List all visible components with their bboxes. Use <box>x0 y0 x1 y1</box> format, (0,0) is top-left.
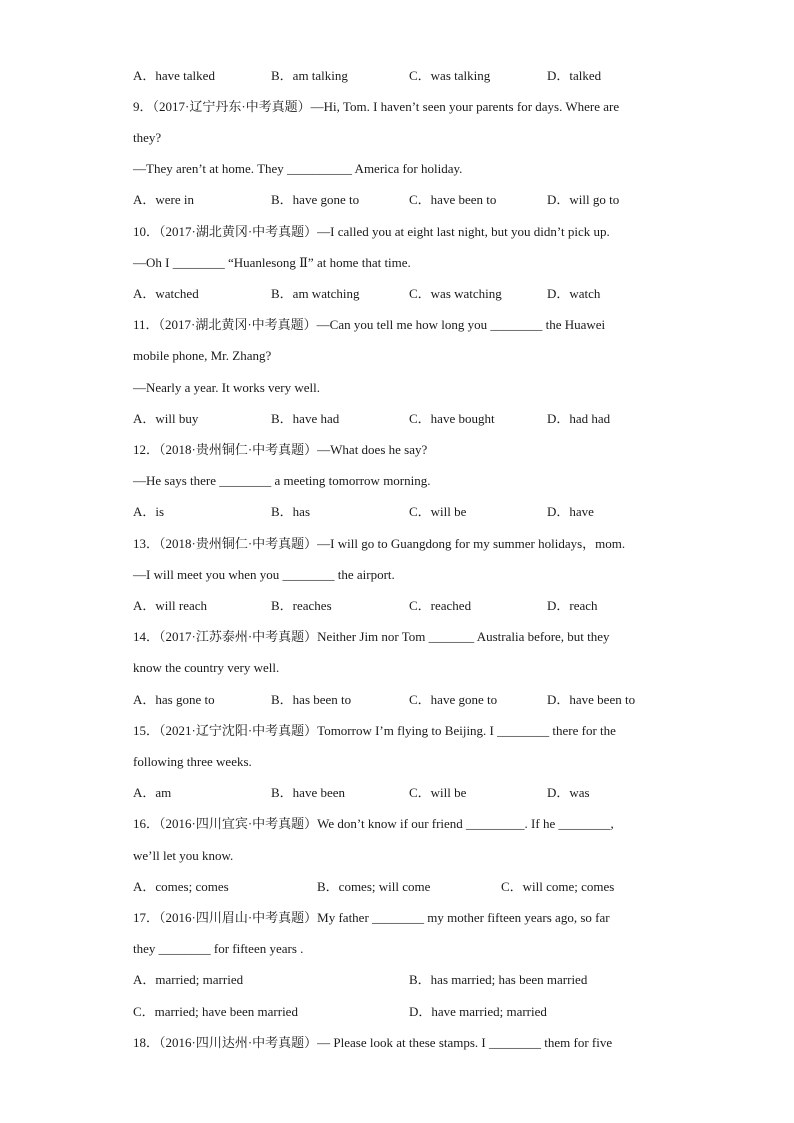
q16-option-a: A．comes; comes <box>133 879 229 894</box>
q12-option-b: B．has <box>271 504 311 519</box>
q10-option-b: B．am watching <box>271 286 360 301</box>
q15-option-c: C．will be <box>409 785 467 800</box>
q13-stem-line1: 13．（2018·贵州铜仁·中考真题）—I will go to Guangdong for my summer holidays，mom. <box>133 536 626 551</box>
q14-option-b: B．has been to <box>271 692 352 707</box>
q12-option-a: A．is <box>133 504 165 519</box>
q8-option-d: D．talked <box>547 68 602 83</box>
q11-stem-line3: —Nearly a year. It works very well. <box>133 380 320 395</box>
q13-option-b: B．reaches <box>271 598 332 613</box>
q8-option-c: C．was talking <box>409 68 491 83</box>
q13-option-c: C．reached <box>409 598 472 613</box>
q15-option-a: A．am <box>133 785 172 800</box>
q15-stem-line1: 15．（2021·辽宁沈阳·中考真题）Tomorrow I’m flying to Beijing. I ________ there for the <box>133 723 616 738</box>
q18-stem-line1: 18．（2016·四川达州·中考真题）— Please look at these stamps. I ________ them for five <box>133 1035 613 1050</box>
q9-stem-line1: 9．（2017·辽宁丹东·中考真题）—Hi, Tom. I haven’t seen your parents for days. Where are <box>133 99 620 114</box>
q10-stem-line2: —Oh I ________ “Huanlesong Ⅱ” at home that time. <box>133 255 411 270</box>
q11-option-b: B．have had <box>271 411 340 426</box>
q11-stem-line2: mobile phone, Mr. Zhang? <box>133 348 272 363</box>
q16-option-b: B．comes; will come <box>317 879 431 894</box>
q17-stem-line2: they ________ for fifteen years . <box>133 941 304 956</box>
q10-stem-line1: 10．（2017·湖北黄冈·中考真题）—I called you at eight last night, but you didn’t pick up. <box>133 224 610 239</box>
q17-option-a: A．married; married <box>133 972 244 987</box>
q9-option-b: B．have gone to <box>271 192 360 207</box>
q17-stem-line1: 17．（2016·四川眉山·中考真题）My father ________ my mother fifteen years ago, so far <box>133 910 610 925</box>
q17-option-b: B．has married; has been married <box>409 972 588 987</box>
q13-option-a: A．will reach <box>133 598 208 613</box>
q15-option-d: D．was <box>547 785 590 800</box>
q15-option-b: B．have been <box>271 785 346 800</box>
q17-option-c: C．married; have been married <box>133 1004 298 1019</box>
q17-option-d: D．have married; married <box>409 1004 547 1019</box>
q9-stem-line2: they? <box>133 130 162 145</box>
q9-stem-line3: —They aren’t at home. They __________ America for holiday. <box>133 161 463 176</box>
q12-stem-line2: —He says there ________ a meeting tomorrow morning. <box>133 473 431 488</box>
q13-stem-line2: —I will meet you when you ________ the airport. <box>133 567 395 582</box>
q12-option-d: D．have <box>547 504 594 519</box>
q12-stem-line1: 12．（2018·贵州铜仁·中考真题）—What does he say? <box>133 442 428 457</box>
q11-stem-line1: 11．（2017·湖北黄冈·中考真题）—Can you tell me how long you ________ the Huawei <box>133 317 606 332</box>
q12-option-c: C．will be <box>409 504 467 519</box>
q10-option-c: C．was watching <box>409 286 502 301</box>
q14-option-c: C．have gone to <box>409 692 498 707</box>
q16-stem-line2: we’ll let you know. <box>133 848 234 863</box>
q11-option-a: A．will buy <box>133 411 199 426</box>
q15-stem-line2: following three weeks. <box>133 754 252 769</box>
q11-option-d: D．had had <box>547 411 611 426</box>
q13-option-d: D．reach <box>547 598 598 613</box>
q10-option-d: D．watch <box>547 286 601 301</box>
q9-option-c: C．have been to <box>409 192 497 207</box>
q9-option-a: A．were in <box>133 192 195 207</box>
q14-stem-line2: know the country very well. <box>133 660 280 675</box>
q8-option-b: B．am talking <box>271 68 348 83</box>
q9-option-d: D．will go to <box>547 192 620 207</box>
q10-option-a: A．watched <box>133 286 199 301</box>
q11-option-c: C．have bought <box>409 411 495 426</box>
q16-stem-line1: 16．（2016·四川宜宾·中考真题）We don’t know if our friend _________. If he ________, <box>133 816 614 831</box>
q14-option-d: D．have been to <box>547 692 636 707</box>
q16-option-c: C．will come; comes <box>501 879 615 894</box>
q8-option-a: A．have talked <box>133 68 215 83</box>
q14-stem-line1: 14．（2017·江苏泰州·中考真题）Neither Jim nor Tom _______ Australia before, but they <box>133 629 610 644</box>
q14-option-a: A．has gone to <box>133 692 215 707</box>
